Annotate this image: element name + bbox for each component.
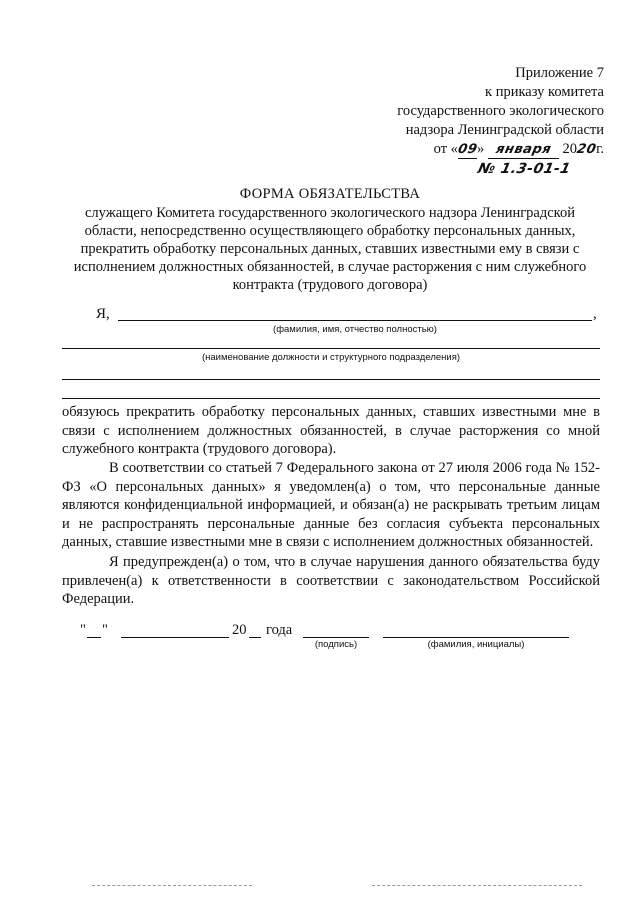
fio-comma: , [593,306,597,322]
appendix-committee-line: государственного экологического [397,103,604,119]
form-subtitle [60,204,600,294]
form-title: ФОРМА ОБЯЗАТЕЛЬСТВА [239,186,421,202]
appendix-number: Приложение 7 [515,65,604,81]
position-caption: (наименование должности и структурного подразделения) [201,352,461,363]
subtitle-line: исполнением должностных обязанностей, в случае расторжения с ним служебного [73,259,587,275]
paragraph-law: В соответствии со статьей 7 Федерального закона от 27 июля 2006 года № 152-ФЗ «О персональных данных» я уведомлен(а) о том, что персональные данные являются конфиденциальной информацией, и обязан(а) не раскрывать третьим лицам и не распространять персональные данные без согласия субъекта персональных данных, ставшие известными мне в связи с исполнением должностных обязанностей. [62,460,600,550]
scan-artifact-line [92,885,252,886]
date-day: 09 [456,142,479,157]
name-fill-line[interactable] [383,637,569,638]
month-fill-line[interactable] [121,637,229,638]
fio-caption: (фамилия, имя, отчество полностью) [273,324,437,335]
blank-fill-line[interactable] [62,379,600,380]
year-suffix: года [266,622,293,638]
date-suffix: г. [596,141,604,157]
signature-fill-line[interactable] [303,637,369,638]
day-fill-line[interactable] [87,637,101,638]
date-month-underline [488,141,559,159]
year-fill-line[interactable] [249,637,261,638]
signature-row [0,622,640,662]
signature-caption: (подпись) [314,639,358,650]
subtitle-line: области, непосредственно осуществляющего обработку персональных данных, [84,223,576,239]
subtitle-line: прекратить обработку персональных данных, ставших известными ему в связи с [80,241,580,257]
order-number [284,160,604,179]
date-day-underline [458,141,477,159]
date-mid: » [476,141,488,157]
date-prefix: от « [433,141,458,157]
blank-fill-line[interactable] [62,398,600,399]
year-prefix: 20 [232,622,247,638]
appendix-order-ref: к приказу комитета [485,84,604,100]
date-month: января [494,142,553,157]
date-year: 20 [575,142,598,157]
ya-label: Я, [96,306,110,322]
appendix-date [284,140,604,159]
date-quote-close: " [102,622,108,638]
appendix-header [284,64,604,179]
scan-artifact-line [372,885,582,886]
paragraph-warning: Я предупрежден(а) о том, что в случае нарушения данного обязательства буду привлечен(а) к ответственности в соответствии с законодательством Российской Федерации. [62,554,600,607]
paragraph-obligation: обязуюсь прекратить обработку персональных данных, ставших известными мне в связи с исполнением должностных обязанностей, в случае расторжения со мной служебного контракта (трудового договора). [62,404,600,457]
appendix-region-line: надзора Ленинградской области [405,122,604,138]
subtitle-line: служащего Комитета государственного экологического надзора Ленинградской [85,205,575,221]
position-fill-line[interactable] [62,348,600,349]
name-caption: (фамилия, инициалы) [427,639,525,650]
order-number-handwritten: № 1.3-01-1 [476,161,572,177]
date-year-prefix: 20 [558,141,577,157]
fio-fill-line[interactable] [118,320,592,321]
subtitle-line: контракта (трудового договора) [232,277,428,293]
date-quote-open: " [80,622,86,638]
